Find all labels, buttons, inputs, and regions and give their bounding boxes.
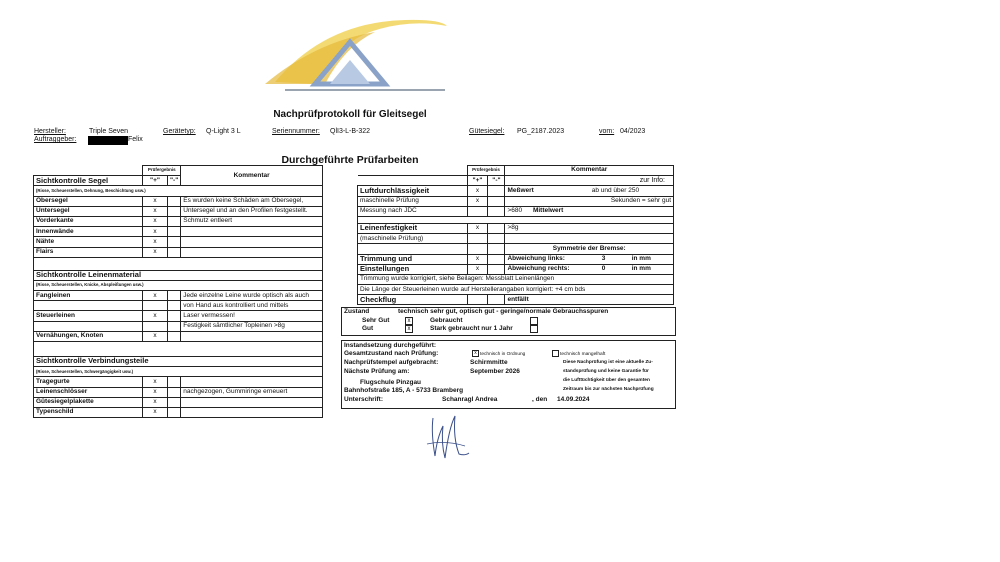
leinen-row-plus: x — [143, 331, 168, 341]
zur-info-label: zur Info: — [505, 176, 674, 186]
verbindung-row-comment — [181, 397, 323, 407]
gebraucht-checkbox[interactable] — [530, 317, 538, 325]
segel-row-minus — [167, 227, 180, 237]
leinen-row — [34, 301, 323, 311]
datum-value: 14.09.2024 — [557, 396, 590, 403]
disclaimer-line4: Zeitraum bis zur nächsten Nachprüfung — [563, 387, 654, 392]
symmetrie-label: Symmetrie der Bremse: — [505, 244, 674, 254]
abweichung-rechts-value: 0 — [601, 265, 606, 273]
leinen-row-comment: Laser vermessen! — [181, 311, 323, 321]
trimmung-note2: Die Länge der Steuerleinen wurde auf Herstellerangaben korrigiert: +4 cm bds — [358, 285, 674, 295]
segel-title: Sichtkontrolle Segel — [34, 176, 143, 186]
leinen-row-plus: x — [143, 311, 168, 321]
segel-row-plus: x — [143, 237, 168, 247]
verbindung-row-name: Gütesiegelplakette — [34, 397, 143, 407]
abweichung-links-label: Abweichung links: — [505, 254, 590, 264]
instand-title: Instandsetzung durchgeführt: — [344, 342, 437, 349]
verbindung-row-name: Typenschild — [34, 407, 143, 417]
leinen-row-name: Steuerleinen — [34, 311, 143, 321]
leinenfestigkeit-title: Leinenfestigkeit — [358, 223, 468, 233]
stempel-label: Nachprüfstempel aufgebracht: — [344, 359, 439, 366]
disclaimer-line2: standsprüfung und keine Garantie für — [563, 369, 649, 374]
segel-row-minus — [167, 206, 180, 216]
luft-mark: x — [467, 186, 488, 196]
seriennummer-value: QlI3-L-B-322 — [330, 128, 371, 135]
segel-row-minus — [167, 216, 180, 226]
stark-gebraucht-label: Stark gebraucht nur 1 Jahr — [430, 325, 513, 332]
mangelhaft-checkbox[interactable] — [552, 350, 559, 357]
leinen-row-name — [34, 321, 143, 331]
guetesiegel-value: PG_2187.2023 — [517, 128, 565, 135]
segel-row-name: Flairs — [34, 247, 143, 257]
disclaimer-line3: die Lufttüchtigkeit über den gesamten — [563, 378, 650, 383]
segel-row-name: Untersegel — [34, 206, 143, 216]
segel-row-plus: x — [143, 196, 168, 206]
messwert-label: Meßwert — [505, 186, 590, 196]
trimmung-title1: Trimmung und — [358, 254, 468, 264]
leinen-row — [34, 331, 323, 341]
r-ergebnis-header: Prüfergebnis — [467, 166, 505, 176]
gebraucht-label: Gebraucht — [430, 317, 463, 324]
leinen-row — [34, 311, 323, 321]
hersteller-value: Triple Seven — [89, 128, 129, 135]
leinen-row-comment: von Hand aus kontrolliert und mittels — [181, 301, 323, 311]
segel-row-plus: x — [143, 216, 168, 226]
logo — [255, 12, 450, 92]
auftraggeber-label: Auftraggeber: — [34, 136, 77, 143]
leinen-row-name: Vernähungen, Knoten — [34, 331, 143, 341]
verbindung-row — [34, 377, 323, 387]
r-kommentar-header: Kommentar — [505, 166, 674, 176]
segel-row — [34, 196, 323, 206]
leinen-row-minus — [167, 291, 180, 301]
sehr-gut-label: Sehr Gut — [362, 317, 390, 324]
unterschrift-name: Schanragl Andrea — [442, 396, 498, 403]
luft-sub2: Messung nach JDC — [358, 206, 468, 216]
section-title: Durchgeführte Prüfarbeiten — [281, 154, 419, 166]
segel-row-name: Obersegel — [34, 196, 143, 206]
sehr-gut-checkbox[interactable]: x — [405, 317, 413, 325]
guetesiegel-label: Gütesiegel: — [469, 128, 505, 135]
segel-row — [34, 227, 323, 237]
leinen-row-comment: Jede einzelne Leine wurde optisch als auch — [181, 291, 323, 301]
segel-row — [34, 206, 323, 216]
verbindung-subtitle: (Risse, Scheuerstellen, Schwergängigkeit usw.) — [34, 367, 323, 377]
gut-label: Gut — [362, 325, 374, 332]
verbindung-row — [34, 387, 323, 397]
minus-header: "-" — [167, 176, 180, 186]
unterschrift-label: Unterschrift: — [344, 396, 384, 403]
ergebnis-header: Prüfergebnis — [143, 166, 181, 176]
plus-header: "+" — [143, 176, 168, 186]
verbindung-title: Sichtkontrolle Verbindungsteile — [34, 357, 323, 367]
verbindung-row-minus — [167, 387, 180, 397]
segel-row-minus — [167, 196, 180, 206]
leinenfestigkeit-sub: (maschinelle Prüfung) — [358, 234, 468, 244]
zustand-box — [341, 307, 676, 336]
segel-row-minus — [167, 247, 180, 257]
trimmung-title2: Einstellungen — [358, 264, 468, 274]
mittelwert-label: Mittelwert — [532, 207, 564, 215]
luft-sub1: maschinelle Prüfung — [358, 196, 468, 206]
naechste-label: Nächste Prüfung am: — [344, 368, 410, 375]
segel-row — [34, 237, 323, 247]
verbindung-row-plus: x — [143, 407, 168, 417]
geraetetyp-value: Q-Light 3 L — [206, 128, 241, 135]
verbindung-row — [34, 397, 323, 407]
abweichung-rechts-unit: in mm — [631, 265, 651, 273]
gut-checkbox[interactable]: x — [405, 325, 413, 333]
trimmung-mark1: x — [467, 254, 488, 264]
verbindung-row-name: Leinenschlösser — [34, 387, 143, 397]
flugschule-adresse: Bahnhofstraße 185, A - 5733 Bramberg — [344, 387, 464, 394]
leinen-row-minus — [167, 331, 180, 341]
verbindung-row-plus: x — [143, 397, 168, 407]
checkflug-title: Checkflug — [358, 295, 468, 305]
segel-row — [34, 216, 323, 226]
verbindung-row-comment — [181, 407, 323, 417]
leinen-row-comment — [181, 331, 323, 341]
verbindung-row — [34, 407, 323, 417]
leinen-row-plus: x — [143, 291, 168, 301]
abweichung-links-value: 3 — [601, 254, 606, 262]
luft-info1: ab und über 250 — [590, 186, 674, 196]
segel-row-comment: Schmutz entleert — [181, 216, 323, 226]
disclaimer-line1: Diese Nachprüfung ist eine aktuelle Zu- — [563, 360, 653, 365]
segel-row-plus: x — [143, 206, 168, 216]
luft-title: Luftdurchlässigkeit — [358, 186, 468, 196]
segel-row — [34, 247, 323, 257]
verbindung-row-plus: x — [143, 387, 168, 397]
luft-mark2: x — [467, 196, 488, 206]
den-label: , den — [532, 396, 548, 403]
segel-row-minus — [167, 237, 180, 247]
stempel-value: Schirmmitte — [470, 359, 508, 366]
segel-row-comment — [181, 247, 323, 257]
segel-row-comment — [181, 227, 323, 237]
leinen-row — [34, 291, 323, 301]
leinen-row-plus — [143, 301, 168, 311]
right-table — [357, 165, 674, 305]
auftraggeber-value: Felix — [128, 136, 143, 143]
segel-row-name: Nähte — [34, 237, 143, 247]
redaction-bar — [88, 136, 128, 145]
verbindung-row-comment: nachgezogen, Gummiringe erneuert — [181, 387, 323, 397]
verbindung-row-minus — [167, 397, 180, 407]
verbindung-row-minus — [167, 407, 180, 417]
instandsetzung-box — [341, 340, 676, 409]
leinen-row-minus — [167, 321, 180, 331]
vom-label: vom: — [599, 128, 615, 135]
segel-row-plus: x — [143, 247, 168, 257]
luft-info2: Sekunden = sehr gut — [590, 196, 674, 206]
r-minus-header: "-" — [488, 176, 505, 186]
stark-gebraucht-checkbox[interactable] — [530, 325, 538, 333]
left-table — [33, 165, 323, 418]
segel-row-name: Vorderkante — [34, 216, 143, 226]
signature — [425, 408, 470, 463]
document-title: Nachprüfprotokoll für Gleitsegel — [273, 109, 427, 120]
segel-row-plus: x — [143, 227, 168, 237]
leinen-row — [34, 321, 323, 331]
segel-row-comment — [181, 237, 323, 247]
ok-label: technisch in Ordnung — [480, 351, 526, 357]
vom-value: 04/2023 — [620, 128, 646, 135]
abweichung-links-unit: in mm — [631, 254, 651, 262]
leinen-row-name — [34, 301, 143, 311]
abweichung-rechts-label: Abweichung rechts: — [505, 264, 590, 274]
r-plus-header: "+" — [467, 176, 488, 186]
mangelhaft-label: technisch mangelhaft — [560, 351, 606, 357]
leinenfestigkeit-value: >8g — [505, 223, 674, 233]
luft-wert: >680 — [507, 207, 523, 215]
verbindung-row-comment — [181, 377, 323, 387]
left-header-row — [34, 166, 323, 176]
leinen-title: Sichtkontrolle Leinenmaterial — [34, 270, 323, 280]
gesamt-label: Gesamtzustand nach Prüfung: — [344, 350, 439, 357]
verbindung-row-plus: x — [143, 377, 168, 387]
trimmung-mark2: x — [467, 264, 488, 274]
checkflug-value: entfällt — [505, 295, 674, 305]
flugschule-name: Flugschule Pinzgau — [360, 379, 422, 386]
leinen-row-comment: Festigkeit sämtlicher Topleinen >8g — [181, 321, 323, 331]
segel-row-name: Innenwände — [34, 227, 143, 237]
geraetetyp-label: Gerätetyp: — [163, 128, 196, 135]
zustand-desc: technisch sehr gut, optisch gut - geringe/normale Gebrauchsspuren — [398, 308, 609, 315]
zustand-label: Zustand — [344, 308, 370, 315]
leinen-subtitle: (Risse, Scheuerstellen, Knicke, Abspleißungen usw.) — [34, 280, 323, 290]
segel-row-comment: Es wurden keine Schäden am Obersegel, — [181, 196, 323, 206]
seriennummer-label: Seriennummer: — [272, 128, 320, 135]
leinen-row-plus — [143, 321, 168, 331]
ok-checkbox[interactable]: x — [472, 350, 479, 357]
segel-subtitle: (Risse, Scheuerstellen, Dehnung, Beschichtung usw.) — [34, 186, 323, 196]
verbindung-row-name: Tragegurte — [34, 377, 143, 387]
verbindung-row-minus — [167, 377, 180, 387]
kommentar-header: Kommentar — [181, 166, 323, 186]
leinen-row-name: Fangleinen — [34, 291, 143, 301]
leinen-row-minus — [167, 301, 180, 311]
leinenfestigkeit-mark: x — [467, 223, 488, 233]
leinen-row-minus — [167, 311, 180, 321]
trimmung-note1: Trimmung wurde korrigiert, siehe Beilagen: Messblatt Leinenlängen — [358, 274, 674, 284]
segel-row-comment: Untersegel und an den Profilen festgestellt. — [181, 206, 323, 216]
naechste-value: September 2026 — [470, 368, 520, 375]
hersteller-label: Hersteller: — [34, 128, 66, 135]
